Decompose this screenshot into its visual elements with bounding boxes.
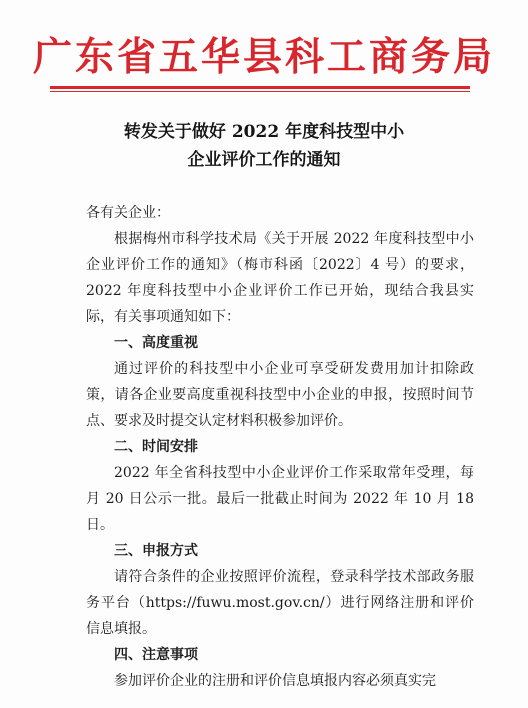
salutation: 各有关企业： [86, 205, 170, 221]
document-body [86, 200, 474, 694]
document-title [40, 118, 488, 174]
letterhead-red-rule [50, 86, 470, 89]
section-text-2: 2022 年全省科技型中小企业评价工作采取常年受理，每月 20 日公示一批。最后一批截止时间为 2022 年 10 月 18 日。 [86, 465, 474, 533]
section-heading-3: 三、申报方式 [114, 543, 198, 559]
document-title-line-2: 企业评价工作的通知 [187, 150, 341, 170]
section-text-3: 请符合条件的企业按照评价流程，登录科学技术部政务服务平台（https://fuwu.most.gov.cn/）进行网络注册和评价信息填报。 [86, 569, 474, 637]
letterhead-red-rule-thin [50, 91, 470, 92]
section-text-4: 参加评价企业的注册和评价信息填报内容必须真实完 [114, 673, 436, 689]
intro-paragraph: 根据梅州市科学技术局《关于开展 2022 年度科技型中小企业评价工作的通知》（梅市科函〔2022〕4 号）的要求，2022 年度科技型中小企业评价工作已开始，现结合我县实际，有关事项通知如下： [86, 231, 474, 325]
section-heading-1: 一、高度重视 [114, 335, 198, 351]
section-text-1: 通过评价的科技型中小企业可享受研发费用加计扣除政策，请各企业要高度重视科技型中小企业的申报，按照时间节点、要求及时提交认定材料积极参加评价。 [86, 361, 474, 429]
section-heading-2: 二、时间安排 [114, 439, 198, 455]
letterhead-org-name: 广东省五华县科工商务局 [32, 34, 495, 80]
document-title-line-1: 转发关于做好 2022 年度科技型中小 [123, 122, 405, 142]
section-heading-4: 四、注意事项 [114, 647, 198, 663]
